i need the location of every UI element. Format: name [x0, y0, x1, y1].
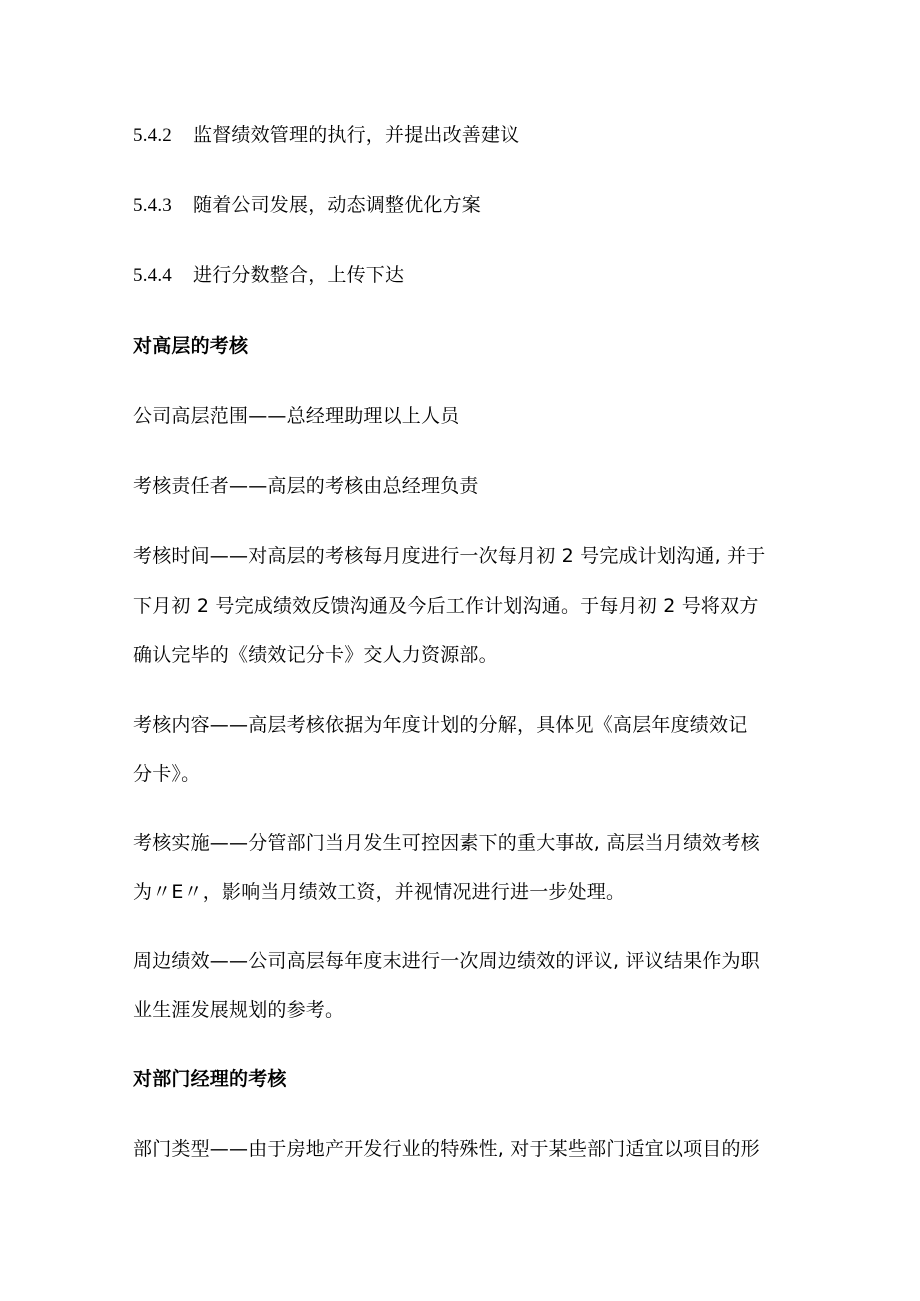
list-item-5-4-2: [133, 123, 793, 148]
paragraph-peripheral-line-1: 周边绩效——公司高层每年度末进行一次周边绩效的评议, 评议结果作为职: [133, 950, 760, 972]
section-heading-dept-manager: 对部门经理的考核: [133, 1068, 287, 1090]
item-number: 5.4.3: [133, 195, 172, 216]
list-item-5-4-3: [133, 193, 793, 218]
paragraph-time-line-3: 确认完毕的《绩效记分卡》交人力资源部。: [133, 644, 498, 666]
item-text: 监督绩效管理的执行，并提出改善建议: [193, 124, 520, 146]
item-number: 5.4.4: [133, 265, 172, 286]
paragraph-time-line-2: 下月初 2 号完成绩效反馈沟通及今后工作计划沟通。于每月初 2 号将双方: [133, 595, 759, 617]
paragraph-implementation-line-2: 为〃E〃，影响当月绩效工资，并视情况进行进一步处理。: [133, 881, 626, 903]
paragraph-scope: 公司高层范围——总经理助理以上人员: [133, 405, 460, 427]
paragraph-dept-type-line-1: 部门类型——由于房地产开发行业的特殊性, 对于某些部门适宜以项目的形: [133, 1138, 760, 1160]
paragraph-content-line-2: 分卡》。: [133, 763, 201, 785]
item-text: 随着公司发展，动态调整优化方案: [193, 194, 482, 216]
paragraph-time-line-1: 考核时间——对高层的考核每月度进行一次每月初 2 号完成计划沟通, 并于: [133, 545, 766, 567]
paragraph-content-line-1: 考核内容——高层考核依据为年度计划的分解，具体见《高层年度绩效记: [133, 714, 748, 736]
paragraph-responsible: 考核责任者——高层的考核由总经理负责: [133, 475, 479, 497]
paragraph-implementation-line-1: 考核实施——分管部门当月发生可控因素下的重大事故, 高层当月绩效考核: [133, 832, 760, 854]
item-number: 5.4.2: [133, 125, 172, 146]
paragraph-peripheral-line-2: 业生涯发展规划的参考。: [133, 999, 345, 1021]
section-heading-senior: 对高层的考核: [133, 335, 249, 357]
item-text: 进行分数整合，上传下达: [193, 264, 405, 286]
list-item-5-4-4: [133, 263, 793, 288]
